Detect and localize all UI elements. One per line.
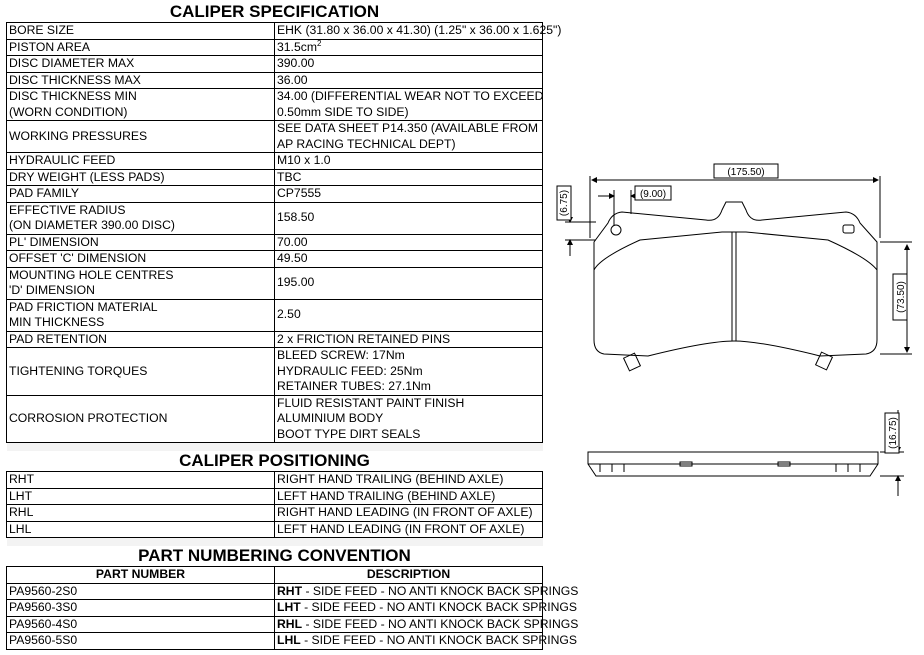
- cell-line: MIN THICKNESS: [9, 315, 105, 329]
- position-code: RHT: [7, 472, 275, 489]
- cell-line: SEE DATA SHEET P14.350 (AVAILABLE FROM: [277, 121, 538, 135]
- part-number: PA9560-3S0: [7, 600, 275, 617]
- cell-line: MOUNTING HOLE CENTRES: [9, 267, 174, 282]
- cell-line: PAD RETENTION: [9, 331, 107, 346]
- cell-line: CORROSION PROTECTION: [9, 411, 168, 425]
- part-number: PA9560-2S0: [7, 583, 275, 600]
- cell-line: TIGHTENING TORQUES: [9, 363, 148, 378]
- caliper-positioning-title: CALIPER POSITIONING: [179, 451, 370, 470]
- position-code: RHL: [7, 505, 275, 522]
- part-code: LHL: [277, 633, 301, 647]
- ear-hole-icon: [611, 225, 621, 235]
- dim-width-label: (175.50): [727, 167, 765, 178]
- dim-thickness-label: (16.75): [888, 417, 899, 449]
- position-description: RIGHT HAND LEADING (IN FRONT OF AXLE): [275, 505, 543, 522]
- cell-line: RETAINER TUBES: 27.1Nm: [277, 379, 431, 393]
- cell-line: BOOT TYPE DIRT SEALS: [277, 426, 421, 441]
- superscript: 2: [316, 38, 322, 48]
- cell-line: 0.50mm SIDE TO SIDE): [277, 104, 409, 119]
- cell-line: AP RACING TECHNICAL DEPT): [277, 136, 456, 151]
- cell-line: WORKING PRESSURES: [9, 128, 148, 143]
- cell-line: PAD FRICTION MATERIAL: [9, 299, 158, 314]
- part-code: RHL: [277, 616, 303, 631]
- cell-line: PISTON AREA: [9, 39, 91, 54]
- cell-line: HYDRAULIC FEED: [9, 153, 116, 167]
- part-desc-text: - SIDE FEED - NO ANTI KNOCK BACK SPRINGS: [300, 633, 577, 647]
- cell-line: HYDRAULIC FEED: 25Nm: [277, 363, 423, 378]
- cell-line: PL' DIMENSION: [9, 234, 99, 249]
- cell-line: 36.00: [277, 72, 308, 87]
- cell-line: FLUID RESISTANT PAINT FINISH: [277, 395, 465, 410]
- cell-line: PAD FAMILY: [9, 186, 79, 200]
- cell-line: DISC DIAMETER MAX: [9, 56, 135, 70]
- part-numbering-title: PART NUMBERING CONVENTION: [138, 546, 411, 565]
- cell-line: DRY WEIGHT (LESS PADS): [9, 169, 165, 184]
- position-description: RIGHT HAND TRAILING (BEHIND AXLE): [275, 472, 543, 489]
- cell-line: DISC THICKNESS MIN: [9, 89, 137, 103]
- part-number: PA9560-5S0: [7, 633, 275, 650]
- cell-line: 31.5cm: [277, 39, 317, 54]
- part-code: LHT: [277, 600, 301, 614]
- dim-ear-label: (9.00): [639, 189, 667, 200]
- part-number-header: PART NUMBER: [7, 567, 275, 584]
- ear-hole-icon: [843, 225, 854, 233]
- position-description: LEFT HAND LEADING (IN FRONT OF AXLE): [275, 521, 543, 538]
- cell-line: EHK (31.80 x 36.00 x 41.30) (1.25" x 36.00 x 1.625"): [277, 23, 562, 37]
- cell-line: M10 x 1.0: [277, 153, 331, 167]
- cell-line: OFFSET 'C' DIMENSION: [9, 251, 147, 265]
- cell-line: 2 x FRICTION RETAINED PINS: [277, 331, 451, 346]
- part-code: RHT: [277, 583, 303, 598]
- cell-line: ALUMINIUM BODY: [277, 411, 384, 425]
- part-desc-text: - SIDE FEED - NO ANTI KNOCK BACK SPRINGS: [302, 616, 579, 631]
- dim-ear-height-label: (6.75): [559, 189, 570, 217]
- cell-line: DISC THICKNESS MAX: [9, 72, 141, 87]
- description-header: DESCRIPTION: [275, 567, 543, 584]
- part-number: PA9560-4S0: [7, 616, 275, 633]
- part-desc-text: - SIDE FEED - NO ANTI KNOCK BACK SPRINGS: [300, 600, 577, 614]
- cell-line: BORE SIZE: [9, 23, 75, 37]
- cell-line: 2.50: [277, 307, 301, 322]
- position-code: LHT: [7, 488, 275, 505]
- cell-line: 390.00: [277, 56, 315, 70]
- cell-line: 49.50: [277, 251, 308, 265]
- part-desc-text: - SIDE FEED - NO ANTI KNOCK BACK SPRINGS: [302, 583, 579, 598]
- cell-line: (ON DIAMETER 390.00 DISC): [9, 218, 175, 232]
- cell-line: EFFECTIVE RADIUS: [9, 202, 126, 217]
- cell-line: 70.00: [277, 234, 308, 249]
- dim-height-label: (73.50): [896, 281, 907, 313]
- position-description: LEFT HAND TRAILING (BEHIND AXLE): [275, 488, 543, 505]
- cell-line: (WORN CONDITION): [9, 104, 128, 119]
- cell-line: TBC: [277, 169, 302, 184]
- retainer-lug-icon: [816, 352, 833, 370]
- cell-line: 'D' DIMENSION: [9, 283, 95, 297]
- position-code: LHL: [7, 521, 275, 538]
- cell-line: CP7555: [277, 186, 322, 200]
- cell-line: 34.00 (DIFFERENTIAL WEAR NOT TO EXCEED: [277, 89, 544, 103]
- cell-line: 158.50: [277, 210, 315, 225]
- cell-line: 195.00: [277, 275, 315, 290]
- caliper-spec-title: CALIPER SPECIFICATION: [169, 2, 380, 21]
- cell-line: BLEED SCREW: 17Nm: [277, 348, 405, 362]
